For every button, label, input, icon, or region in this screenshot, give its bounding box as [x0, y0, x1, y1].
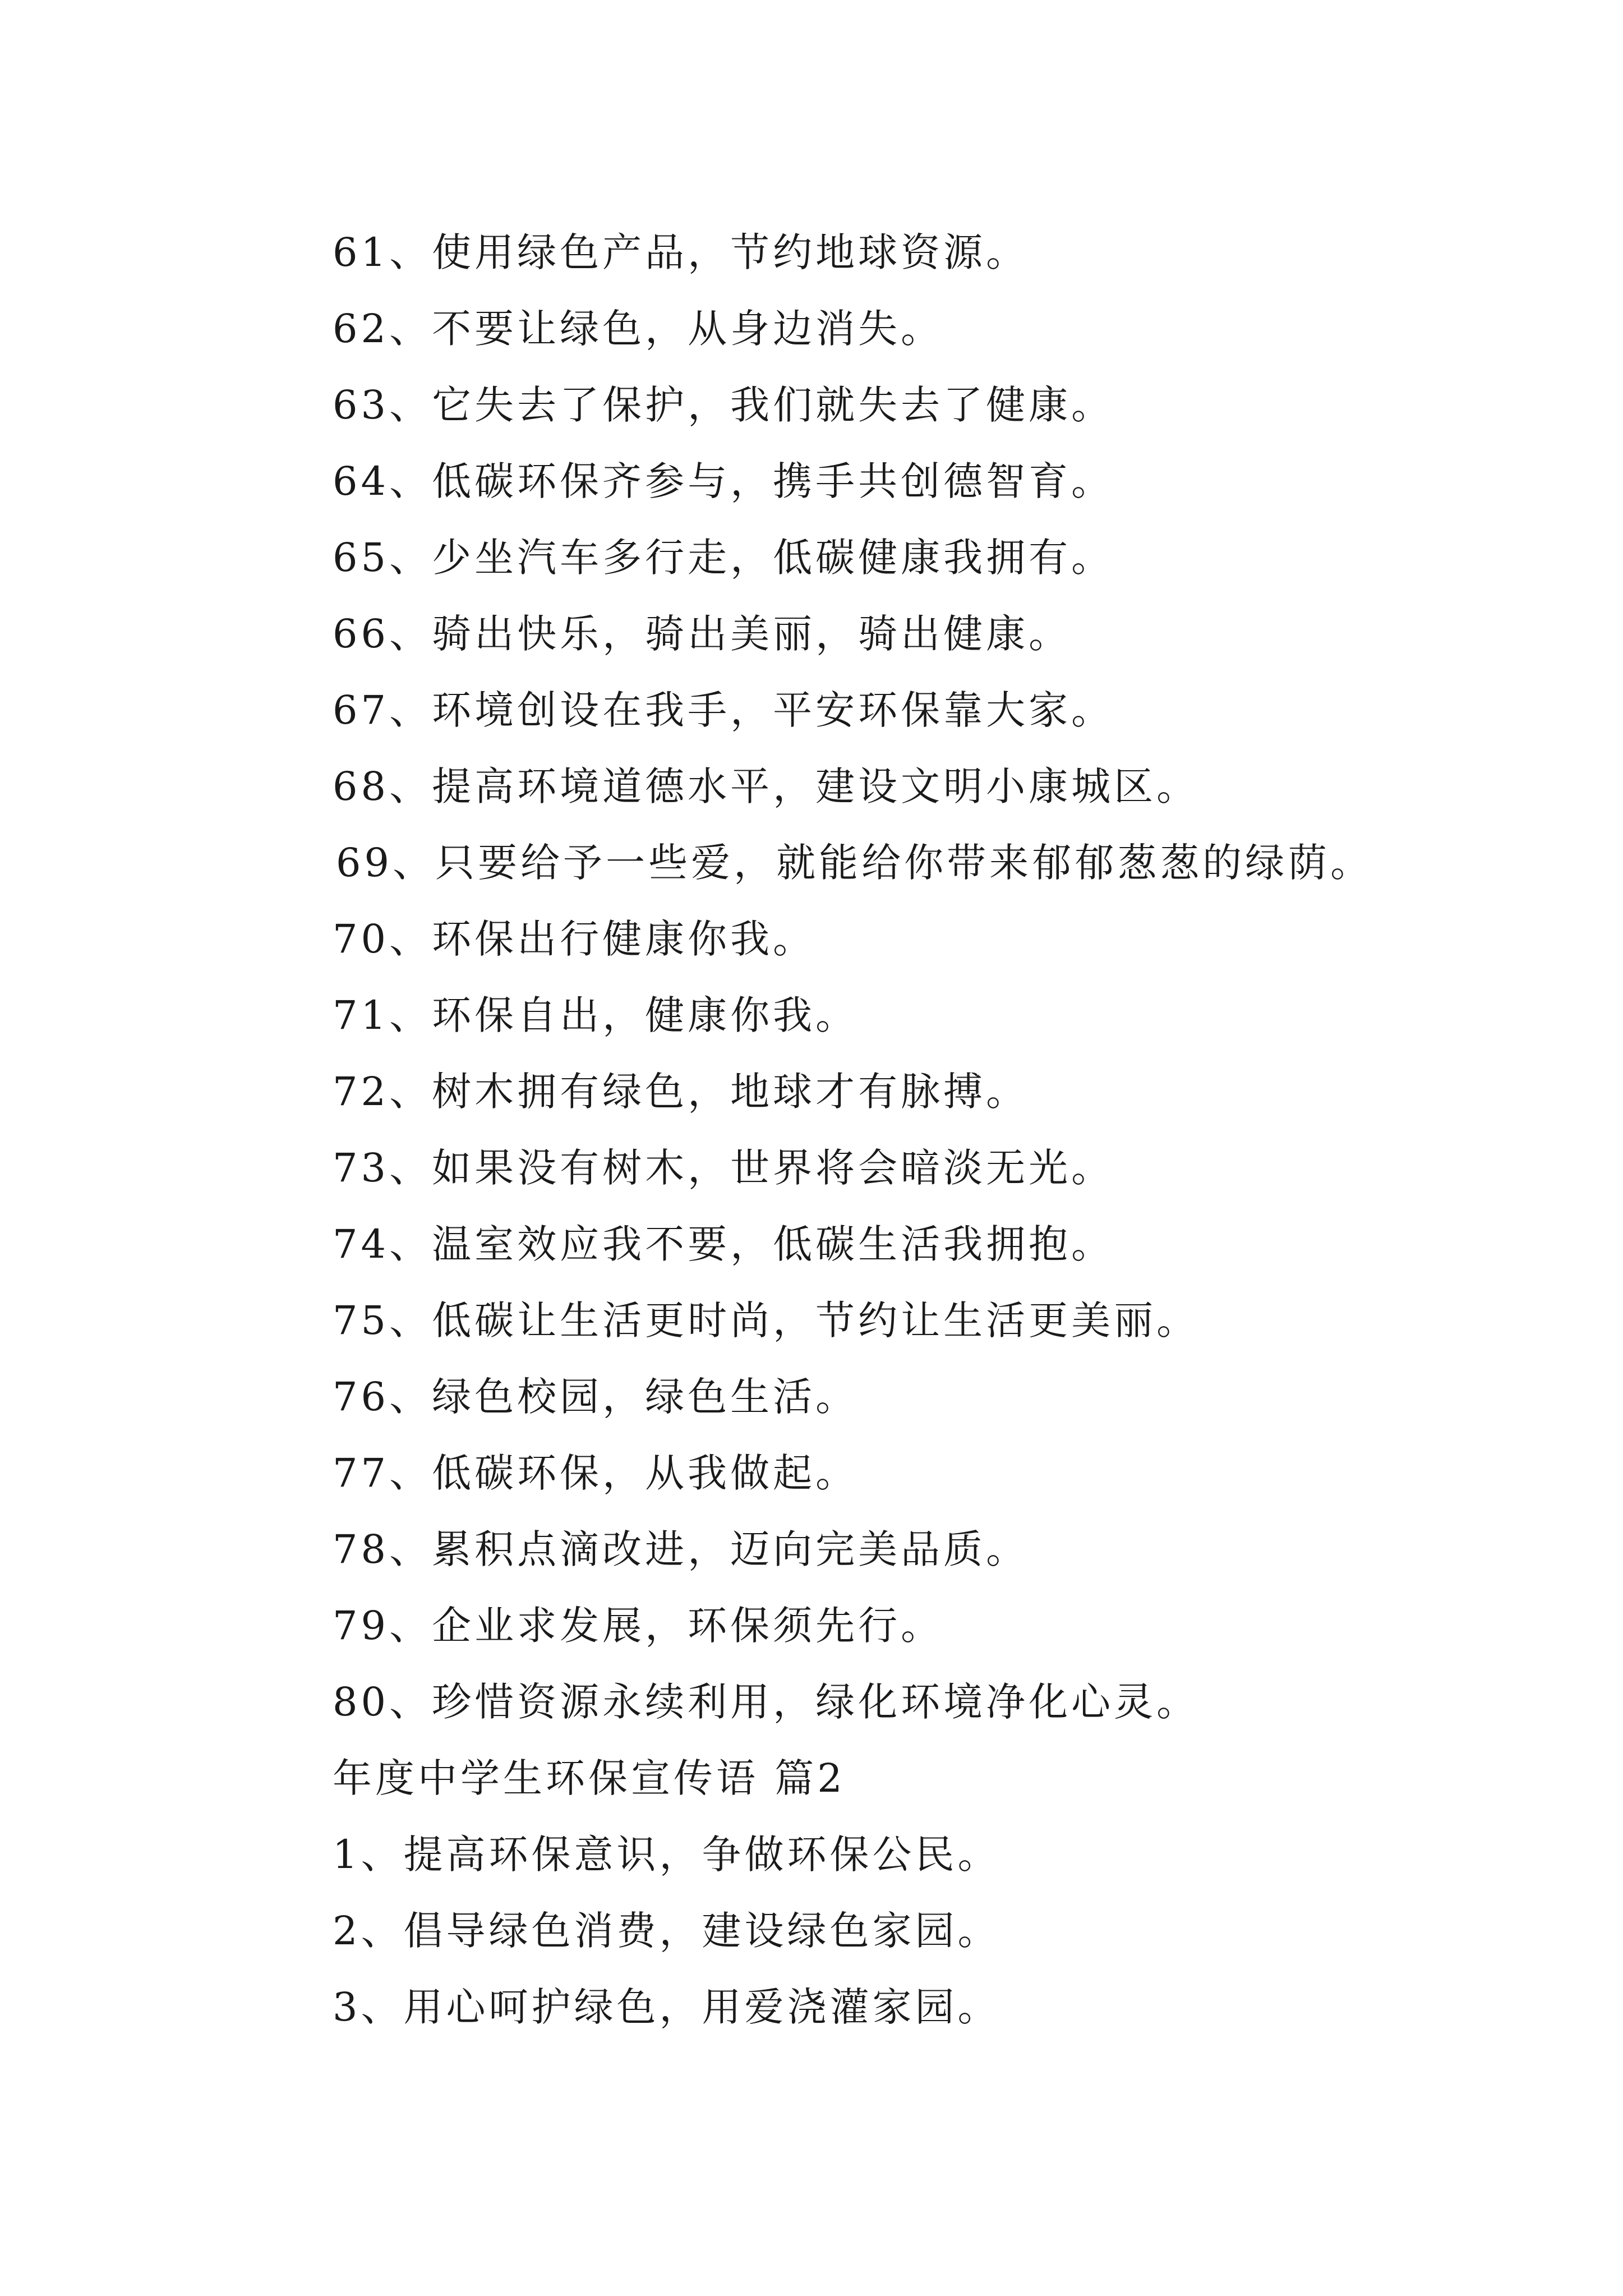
slogan-64: 64、低碳环保齐参与，携手共创德智育。 [333, 458, 1114, 504]
slogan-63: 63、它失去了保护，我们就失去了健康。 [333, 382, 1114, 428]
slogan-68: 68、提高环境道德水平，建设文明小康城区。 [333, 763, 1200, 809]
slogan-65: 65、少坐汽车多行走，低碳健康我拥有。 [333, 535, 1114, 581]
slogan-67: 67、环境创设在我手，平安环保靠大家。 [333, 687, 1114, 733]
slogan-79: 79、企业求发展，环保须先行。 [333, 1603, 944, 1649]
slogan-61: 61、使用绿色产品，节约地球资源。 [333, 229, 1029, 275]
slogan-76: 76、绿色校园，绿色生活。 [333, 1374, 859, 1420]
slogan-80: 80、珍惜资源永续利用，绿化环境净化心灵。 [333, 1679, 1200, 1725]
slogan-74: 74、温室效应我不要，低碳生活我拥抱。 [333, 1221, 1114, 1267]
slogan-2: 2、倡导绿色消费，建设绿色家园。 [333, 1908, 1000, 1954]
slogan-69: 69、只要给予一些爱，就能给你带来郁郁葱葱的绿荫。 [336, 840, 1373, 886]
slogan-73: 73、如果没有树木，世界将会暗淡无光。 [333, 1145, 1114, 1191]
slogan-77: 77、低碳环保，从我做起。 [333, 1450, 859, 1496]
section-heading: 年度中学生环保宣传语 篇2 [333, 1755, 846, 1801]
slogan-71: 71、环保自出，健康你我。 [333, 992, 859, 1038]
slogan-70: 70、环保出行健康你我。 [333, 916, 816, 962]
slogan-75: 75、低碳让生活更时尚，节约让生活更美丽。 [333, 1297, 1200, 1343]
slogan-62: 62、不要让绿色，从身边消失。 [333, 306, 944, 352]
document-body [333, 214, 1510, 2045]
slogan-3: 3、用心呵护绿色，用爱浇灌家园。 [333, 1984, 1000, 2030]
slogan-1: 1、提高环保意识，争做环保公民。 [333, 1832, 1000, 1878]
slogan-66: 66、骑出快乐，骑出美丽，骑出健康。 [333, 611, 1072, 657]
slogan-72: 72、树木拥有绿色，地球才有脉搏。 [333, 1069, 1029, 1115]
slogan-78: 78、累积点滴改进，迈向完美品质。 [333, 1526, 1029, 1572]
